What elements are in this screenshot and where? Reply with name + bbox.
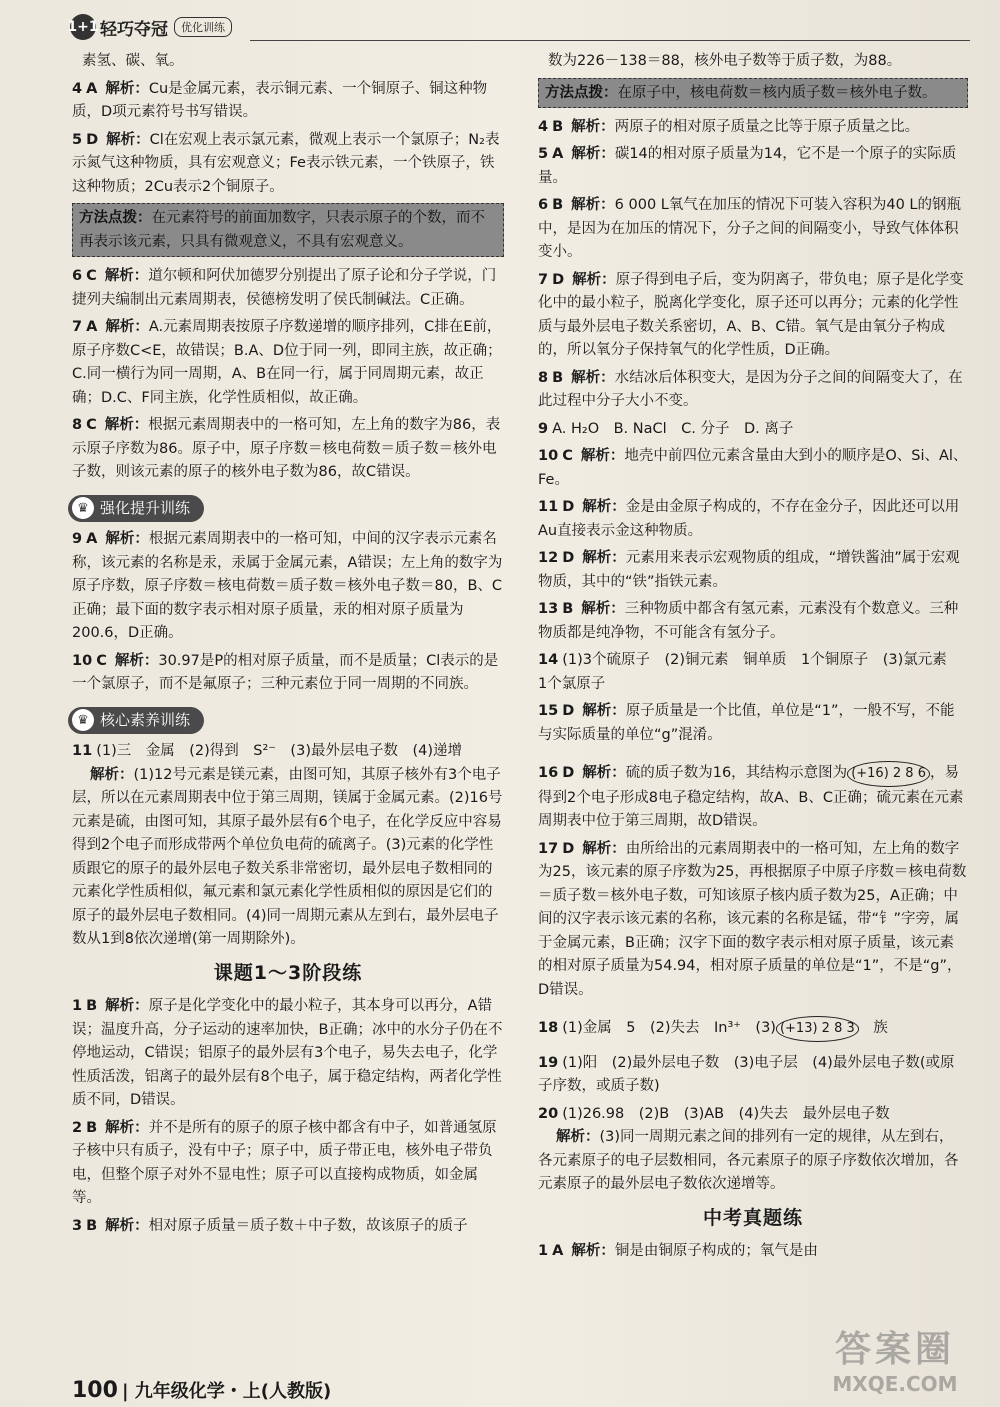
stage-answer-8: 8 B 解析：水结冰后体积变大，是因为分子之间的间隔变大了，在此过程中分子大小不变。	[538, 369, 963, 409]
section-title-stage: 课题1～3阶段练	[213, 961, 363, 984]
exam-answer-1: 1 A 解析：铜是由铜原子构成的；氧气是由	[538, 1243, 818, 1259]
right-column	[538, 50, 968, 1268]
answer-continuation: 素氢、碳、氧。	[82, 53, 184, 69]
stage-answer-2: 2 B 解析：并不是所有的原子的原子核中都含有中子，如普通氢原子核中只有质子，没有中子；原子中，质子带正电，核外电子带负电，但整个原子对外不显电性；原子可以直接构成物质，如金属等。	[72, 1119, 497, 1206]
stage-answer-5: 5 A 解析：碳14的相对原子质量为14，它不是一个原子的实际质量。	[538, 146, 957, 186]
page-number: 100	[72, 1378, 118, 1403]
page-footer: 100 | 九年级化学・上(人教版)	[72, 1378, 332, 1403]
stage-answer-18: 18 (1)金属 5 (2)失去 In³⁺ (3) (+13) 2 8 3 族	[538, 1016, 968, 1042]
answer-11: 11 (1)三 金属 (2)得到 S²⁻ (3)最外层电子数 (4)递增 解析：(1)12号元素是镁元素，由图可知，其原子核外有3个电子层，所以在元素周期表中位于第三周期，镁属于金属元素。(2)16号元素是硫，由图可知，其原子最外层有6个电子，在化学反应中容易得到2个电子而形成带两个单位负电荷的硫离子。(3)元素的化学性质跟它的原子的最外层电子数关系非常密切，最外层电子数相同的元素化学性质相似，氟元素和氯元素化学性质相似的原因是它们的原子的最外层电子数相同。(4)同一周期元素从左到右，最外层电子数从1到8依次递增(第一周期除外)。	[72, 743, 503, 947]
answer-7: 7 A 解析：A.元素周期表按原子序数递增的顺序排列，C排在E前，原子序数C<E，故错误；B.A、D位于同一列，即同主族，故正确；C.同一横行为同一周期，A、B在同一行，属于同周期元素，故正确；D.C、F同主族，化学性质相似，故正确。	[72, 319, 502, 406]
left-column	[72, 50, 504, 1242]
answer-4: 4 A 解析：Cu是金属元素，表示铜元素、一个铜原子、铜这种物质，D项元素符号书写错误。	[72, 80, 488, 120]
watermark-logo: 答案圈 MXQE.COM	[832, 1329, 958, 1396]
stage-answer-4: 4 B 解析：两原子的相对原子质量之比等于原子质量之比。	[538, 118, 920, 135]
brand-name: 轻巧夺冠	[100, 19, 168, 40]
answer-continuation: 数为226－138＝88，核外电子数等于质子数，为88。	[548, 53, 902, 69]
answer-10: 10 C 解析：30.97是P的相对原子质量，而不是质量；Cl表示的是一个氯原子，而不是氟原子；三种元素位于同一周期的不同族。	[72, 652, 499, 692]
brand-logo	[67, 12, 232, 42]
answer-9: 9 A 解析：根据元素周期表中的一格可知，中间的汉字表示元素名称，该元素的名称是汞，汞属于金属元素，A错误；左上角的数字为原子序数，原子序数＝核电荷数＝质子数＝核外电子数＝80，B、C正确；最下面的数字表示相对原子质量，汞的相对原子质量为200.6，D正确。	[72, 531, 503, 641]
stage-answer-13: 13 B 解析：三种物质中都含有氢元素，元素没有个数意义。三种物质都是纯净物，不可能含有氢分子。	[538, 601, 959, 641]
book-title: 九年级化学・上(人教版)	[134, 1381, 332, 1402]
section-title-exam: 中考真题练	[702, 1206, 803, 1229]
stage-answer-3: 3 B 解析：相对原子质量＝质子数＋中子数，故该原子的质子	[72, 1217, 468, 1234]
atom-structure-diagram: (+16) 2 8 6	[847, 761, 930, 787]
method-tip-box: 方法点拨：在元素符号的前面加数字，只表示原子的个数，而不再表示该元素，只具有微观意义，不具有宏观意义。	[72, 203, 504, 257]
stage-answer-15: 15 D 解析：原子质量是一个比值，单位是“1”，一般不写，不能与实际质量的单位“g”混淆。	[538, 703, 955, 743]
brand-subtitle: 优化训练	[174, 17, 232, 37]
stage-answer-1: 1 B 解析：原子是化学变化中的最小粒子，其本身可以再分，A错误；温度升高，分子运动的速率加快，B正确；冰中的水分子仍在不停地运动，C错误；铝原子的最外层有3个电子，易失去电子，化学性质活泼，铝离子的最外层有8个电子，属于稳定结构，两者化学性质不同，D错误。	[72, 998, 503, 1108]
stage-answer-14: 14 (1)3个硫原子 (2)铜元素 铜单质 1个铜原子 (3)氯元素 1个氯原子	[538, 652, 962, 692]
atom-structure-diagram: (+13) 2 8 3	[776, 1016, 859, 1042]
crown-icon: ♛	[72, 497, 94, 519]
stage-answer-20: 20 (1)26.98 (2)B (3)AB (4)失去 最外层电子数 解析：(3)同一周期元素之间的排列有一定的规律，从左到右，各元素原子的电子层数相同，各元素原子的原子序数依次增加，各元素原子的最外层电子数依次递增等。	[538, 1105, 959, 1192]
stage-answer-12: 12 D 解析：元素用来表示宏观物质的组成，“增铁酱油”属于宏观物质，其中的“铁”指铁元素。	[538, 550, 960, 590]
stage-answer-17: 17 D 解析：由所给出的元素周期表中的一格可知，左上角的数字为25，该元素的原子序数为25，再根据原子中原子序数＝核电荷数＝质子数＝核外电子数，可知该原子核内质子数为25，A正确；中间的汉字表示该元素的名称，该元素的名称是锰，带“钅”字旁，属于金属元素，B正确；汉字下面的数字表示相对原子质量，该元素的相对原子质量为54.94，相对原子质量的单位是“1”，不是“g”，D错误。	[538, 840, 967, 998]
stage-answer-11: 11 D 解析：金是由金原子构成的，不存在金分子，因此还可以用Au直接表示金这种物质。	[538, 499, 960, 539]
section-heading-strengthen: ♛ 强化提升训练	[68, 495, 204, 523]
logo-icon: 1+1	[70, 14, 96, 40]
answer-5: 5 D 解析：Cl在宏观上表示氯元素，微观上表示一个氯原子；N₂表示氮气这种物质，具有宏观意义；Fe表示铁元素，一个铁原子，铁这种物质；2Cu表示2个铜原子。	[72, 131, 500, 195]
header-rule	[250, 40, 970, 41]
stage-answer-19: 19 (1)阳 (2)最外层电子数 (3)电子层 (4)最外层电子数(或原子序数，或质子数)	[538, 1054, 955, 1094]
answer-8: 8 C 解析：根据元素周期表中的一格可知，左上角的数字为86，表示原子序数为86。原子中，原子序数＝核电荷数＝质子数＝核外电子数，则该元素的原子的核外电子数为86，故C错误。	[72, 417, 501, 480]
answer-6: 6 C 解析：道尔顿和阿伏加德罗分别提出了原子论和分子学说，门捷列夫编制出元素周期表，侯德榜发明了侯氏制碱法。C正确。	[72, 268, 497, 308]
method-tip-box: 方法点拨：在原子中，核电荷数＝核内质子数＝核外电子数。	[538, 78, 968, 108]
stage-answer-7: 7 D 解析：原子得到电子后，变为阴离子，带负电；原子是化学变化中的最小粒子，脱离化学变化，原子还可以再分；元素的化学性质与最外层电子数关系密切，A、B、C错。氧气是由氧分子构成的，所以氧分子保持氧气的化学性质，D正确。	[538, 271, 964, 358]
stage-answer-10: 10 C 解析：地壳中前四位元素含量由大到小的顺序是O、Si、Al、Fe。	[538, 448, 968, 488]
section-heading-core: ♛ 核心素养训练	[68, 707, 204, 735]
stage-answer-9: 9 A. H₂O B. NaCl C. 分子 D. 离子	[538, 420, 794, 437]
stage-answer-6: 6 B 解析：6 000 L氧气在加压的情况下可装入容积为40 L的钢瓶中，是因为在加压的情况下，分子之间的间隔变小，导致气体体积变小。	[538, 197, 961, 260]
page-header	[67, 12, 970, 48]
stage-answer-16: 16 D 解析：硫的质子数为16，其结构示意图为 (+16) 2 8 6 ，易得到2个电子形成8电子稳定结构，故A、B、C正确；硫元素在元素周期表中位于第三周期，故D错误。	[538, 761, 968, 834]
crown-icon: ♛	[72, 709, 94, 731]
